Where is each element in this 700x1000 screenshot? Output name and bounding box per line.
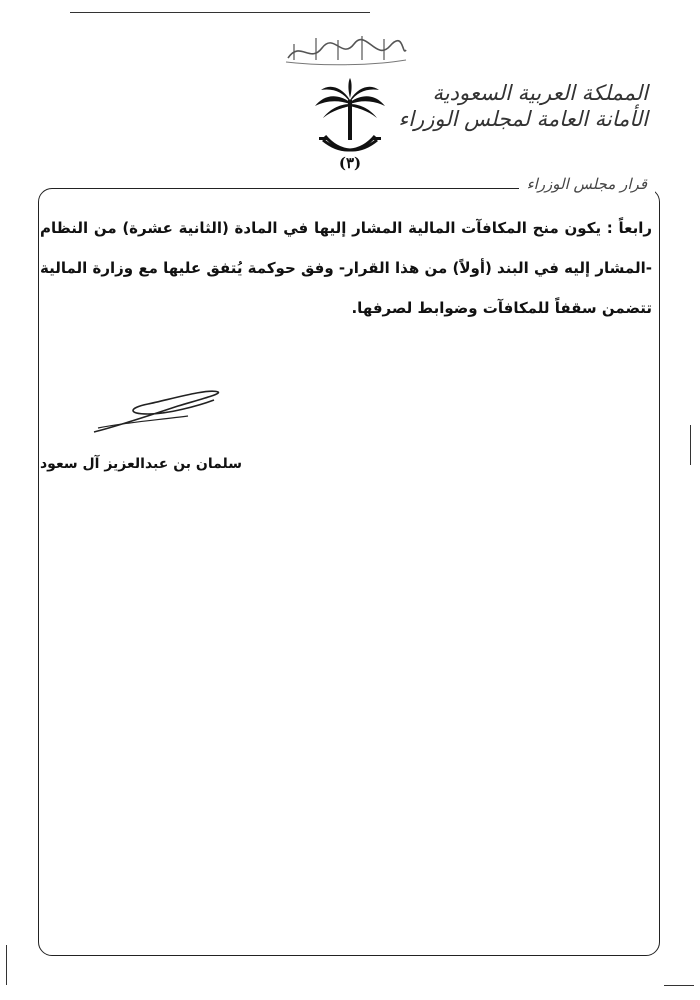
secretariat-name: الأمانة العامة لمجلس الوزراء	[398, 107, 648, 131]
page-number: (٣)	[338, 154, 362, 172]
signer-name: سلمان بن عبدالعزيز آل سعود	[40, 456, 243, 472]
scan-margin-mark	[690, 425, 691, 465]
decision-label: قرار مجلس الوزراء	[526, 175, 647, 193]
basmala-calligraphy	[280, 30, 410, 68]
decision-body	[40, 208, 652, 328]
handwritten-signature	[88, 386, 228, 438]
scan-margin-mark	[664, 985, 694, 986]
scan-margin-mark	[6, 945, 7, 985]
top-rule	[70, 12, 370, 13]
basmala-text: بسم الله الرحمن الرحيم	[345, 66, 356, 67]
clause-four: رابعاً : يكون منح المكافآت المالية المشار إليها في المادة (الثانية عشرة) من النظام -المشار إليه في البند (أولاً) من هذا القرار- وفق حوكمة يُتفق عليها مع وزارة المالية تتضمن سقفاً للمكافآت وضوابط لصرفها.	[40, 219, 652, 317]
kingdom-name: المملكة العربية السعودية	[432, 81, 648, 105]
frame-label	[519, 172, 655, 195]
letterhead	[398, 80, 648, 132]
